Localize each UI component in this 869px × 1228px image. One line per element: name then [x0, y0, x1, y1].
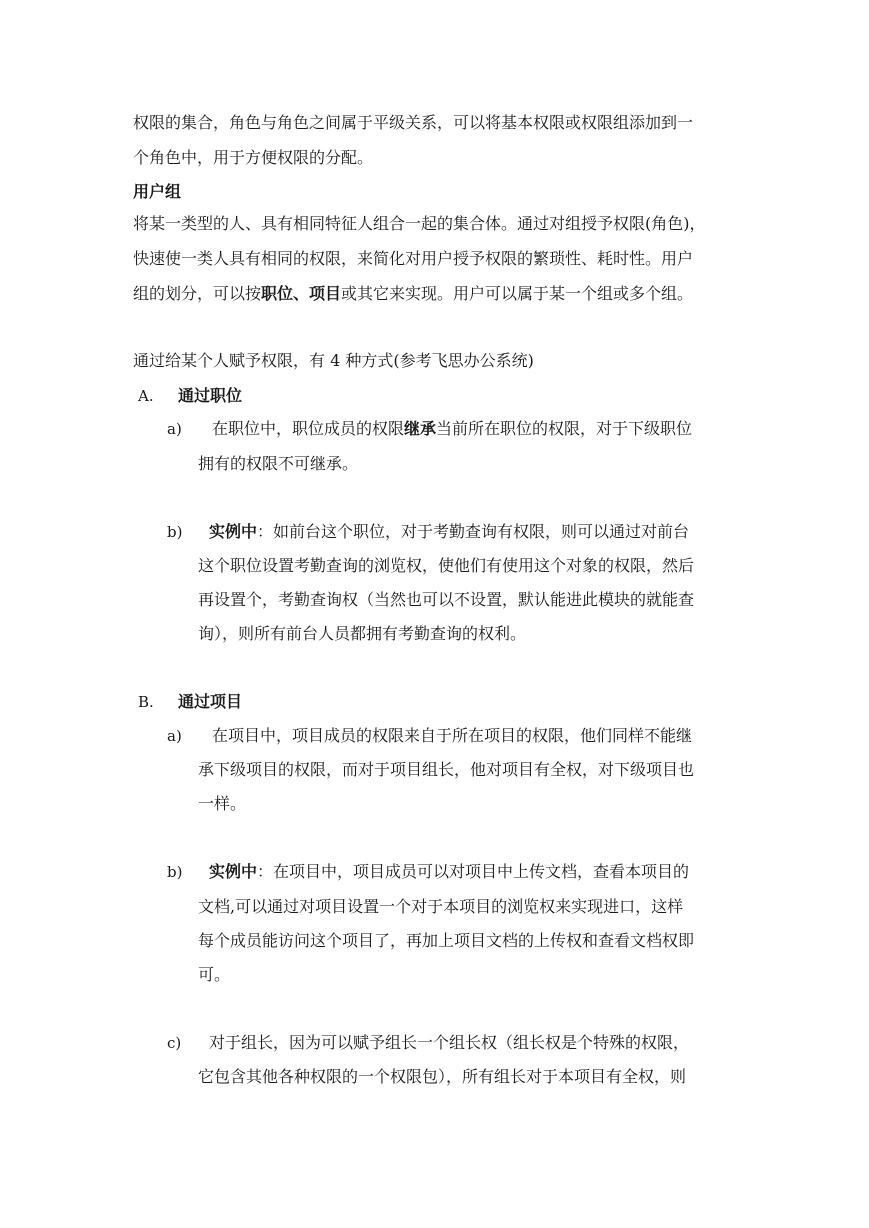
section-a-item-a-rest: 当前所在职位的权限，对于下级职位 — [436, 419, 693, 438]
inherit-emphasis: 继承 — [404, 419, 437, 438]
section-b-marker: B. — [138, 693, 154, 711]
methods-intro: 通过给某个人赋予权限，有 4 种方式(参考飞思办公系统) — [133, 351, 534, 370]
section-b-item-c-marker: c) — [167, 1034, 182, 1052]
section-a-item-a-line-1 — [212, 419, 692, 439]
section-b-item-b-line-2: 文档,可以通过对项目设置一个对于本项目的浏览权来实现进口，这样 — [198, 897, 684, 916]
user-group-line-3 — [133, 284, 693, 304]
section-b-item-b-line-4: 可。 — [198, 965, 231, 984]
section-a-item-b-line-3: 再设置个，考勤查询权（当然也可以不设置，默认能进此模块的就能查 — [198, 590, 695, 609]
section-b-item-a-marker: a) — [167, 727, 182, 745]
section-a-item-a-marker: a) — [167, 420, 182, 438]
section-b-item-c-line-1: 对于组长，因为可以赋予组长一个组长权（组长权是个特殊的权限， — [209, 1033, 690, 1052]
section-b-item-b-marker: b) — [167, 863, 183, 881]
section-b-item-c-line-2: 它包含其他各种权限的一个权限包），所有组长对于本项目有全权，则 — [198, 1067, 687, 1086]
section-b-item-a-line-3: 一样。 — [198, 794, 247, 813]
example-label: 实例中 — [209, 522, 258, 541]
section-b-item-a-line-1: 在项目中，项目成员的权限来自于所在项目的权限，他们同样不能继 — [212, 726, 693, 745]
section-a-item-b-line-4: 询），则所有前台人员都拥有考勤查询的权利。 — [198, 624, 527, 643]
example-label: 实例中 — [209, 862, 258, 881]
section-a-item-b-line-1 — [209, 522, 689, 542]
section-a-item-a-text: 在职位中，职位成员的权限 — [212, 419, 405, 438]
section-a-marker: A. — [138, 387, 154, 405]
section-a-title: 通过职位 — [178, 386, 243, 405]
user-group-line-3-rest: 或其它来实现。用户可以属于某一个组或多个组。 — [341, 284, 694, 303]
section-b-item-b-line-1 — [209, 862, 689, 882]
section-b-item-b-rest: ：在项目中，项目成员可以对项目中上传文档，查看本项目的 — [257, 862, 690, 881]
user-group-emphasis: 职位、项目 — [261, 284, 342, 303]
section-a-item-b-line-2: 这个职位设置考勤查询的浏览权，使他们有使用这个对象的权限，然后 — [198, 556, 695, 575]
user-group-heading: 用户组 — [133, 182, 182, 201]
user-group-line-2: 快速使一类人具有相同的权限，来简化对用户授予权限的繁琐性、耗时性。用户 — [133, 249, 694, 268]
section-b-item-b-line-3: 每个成员能访问这个项目了，再加上项目文档的上传权和查看文档权即 — [198, 931, 695, 950]
user-group-line-3-text: 组的划分，可以按 — [133, 284, 262, 303]
section-b-title: 通过项目 — [178, 692, 243, 711]
section-a-item-b-rest: ：如前台这个职位，对于考勤查询有权限，则可以通过对前台 — [257, 522, 690, 541]
intro-line-1: 权限的集合，角色与角色之间属于平级关系，可以将基本权限或权限组添加到一 — [133, 113, 694, 132]
user-group-line-1: 将某一类型的人、具有相同特征人组合一起的集合体。通过对组授予权限(角色)， — [133, 214, 706, 233]
section-a-item-b-marker: b) — [167, 523, 183, 541]
section-b-item-a-line-2: 承下级项目的权限，而对于项目组长，他对项目有全权，对下级项目也 — [198, 760, 695, 779]
section-a-item-a-line-2: 拥有的权限不可继承。 — [198, 454, 359, 473]
intro-line-2: 个角色中，用于方便权限的分配。 — [133, 148, 374, 167]
